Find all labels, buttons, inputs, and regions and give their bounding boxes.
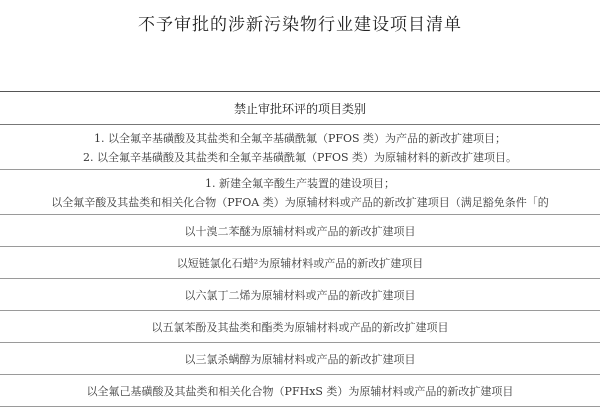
project-category-table bbox=[0, 91, 600, 407]
table-row bbox=[0, 125, 600, 170]
table-header-label: 禁止审批环评的项目类别 bbox=[233, 101, 366, 116]
row-text-line: 以全氟辛酸及其盐类和相关化合物（PFOA 类）为原辅材料或产品的新改扩建项目（满足豁免条件「的 bbox=[51, 195, 549, 209]
row-text-line: 以五氯苯酚及其盐类和酯类为原辅材料或产品的新改扩建项目 bbox=[151, 320, 449, 334]
table-row bbox=[0, 170, 600, 215]
row-text-line: 以六氯丁二烯为原辅材料或产品的新改扩建项目 bbox=[184, 288, 416, 302]
row-text-line: 以三氯杀螨醇为原辅材料或产品的新改扩建项目 bbox=[184, 352, 416, 366]
table-row bbox=[0, 247, 600, 279]
document-title: 不予审批的涉新污染物行业建设项目清单 bbox=[138, 15, 462, 35]
table-row bbox=[0, 215, 600, 247]
table-row bbox=[0, 343, 600, 375]
row-text-line: 2. 以全氟辛基磺酸及其盐类和全氟辛基磺酰氟（PFOS 类）为原辅材料的新改扩建项目。 bbox=[82, 150, 518, 164]
row-text-line: 1. 以全氟辛基磺酸及其盐类和全氟辛基磺酰氟（PFOS 类）为产品的新改扩建项目； bbox=[93, 131, 507, 145]
table-header bbox=[0, 92, 600, 125]
table-row bbox=[0, 279, 600, 311]
row-text-line: 以十溴二苯醚为原辅材料或产品的新改扩建项目 bbox=[184, 224, 416, 238]
table-row bbox=[0, 375, 600, 407]
table-row bbox=[0, 311, 600, 343]
row-text-line: 以短链氯化石蜡²为原辅材料或产品的新改扩建项目 bbox=[176, 256, 424, 270]
row-text-line: 1. 新建全氟辛酸生产装置的建设项目； bbox=[205, 176, 395, 190]
row-text-line: 以全氟己基磺酸及其盐类和相关化合物（PFHxS 类）为原辅材料或产品的新改扩建项目 bbox=[86, 384, 514, 398]
